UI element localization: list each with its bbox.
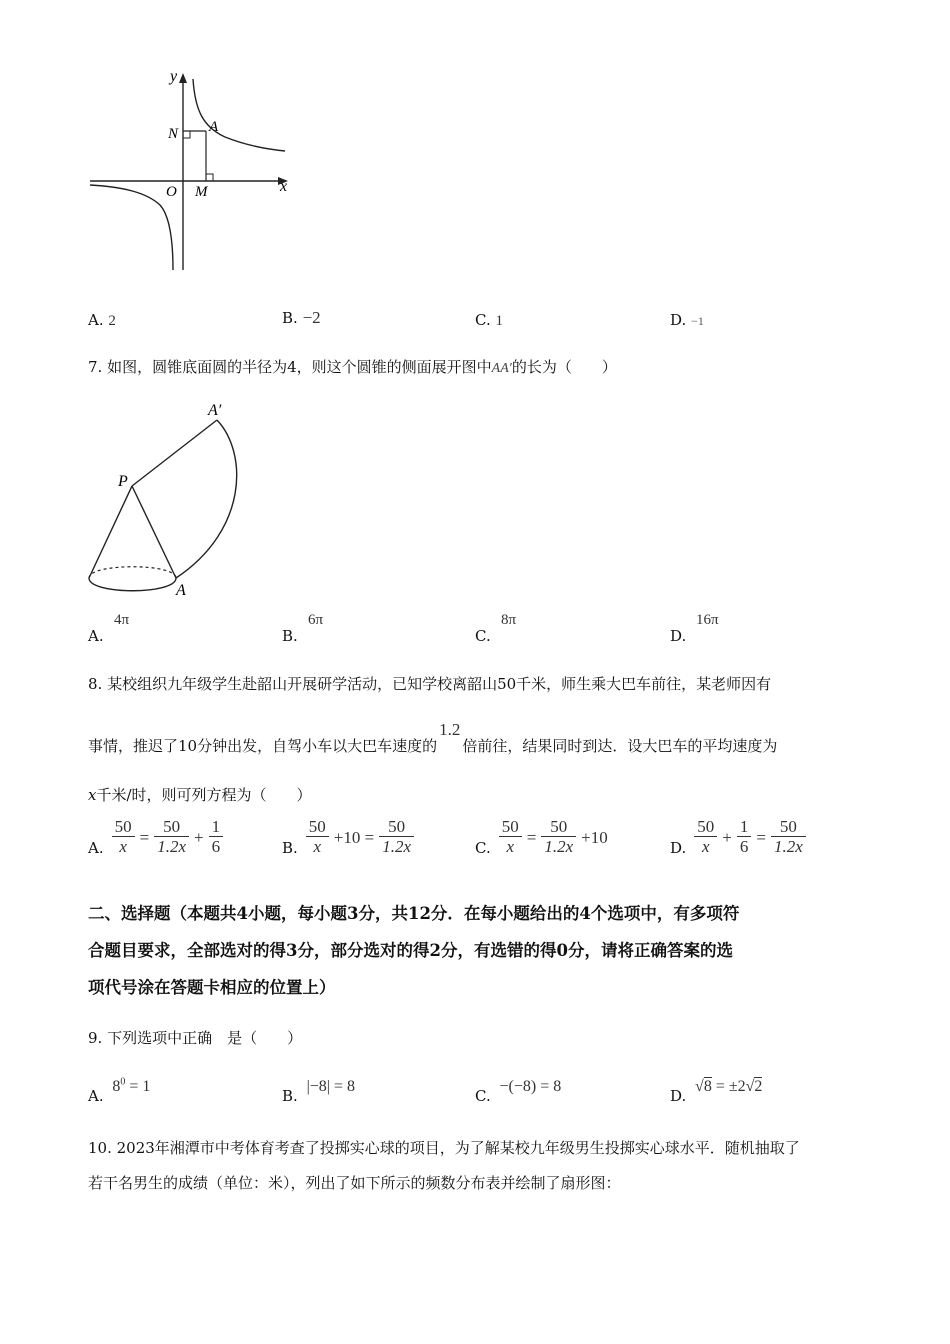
q7-option-c: C. 8π — [475, 612, 517, 645]
q9-option-b: B. |−8| = 8 — [282, 1078, 356, 1105]
section-2-heading-line-3: 项代号涂在答题卡相应的位置上） — [88, 978, 336, 997]
q8-line-2: 事情，推迟了10分钟出发，自驾小车以大巴车速度的1.2倍前往，结果同时到达．设大巴车的平均速度为 — [88, 720, 778, 755]
q6-option-a: A. 2 — [88, 311, 116, 329]
q9-option-d: D. √8 = ±2√2 — [670, 1078, 763, 1105]
q8-option-d: D. $\frac{50}{x}$ + $\frac{1}{6}$ = $\frac{50}{1.2x}$ — [670, 818, 808, 857]
hyperbola-figure — [85, 65, 300, 280]
q9-option-c: C. −(−8) = 8 — [475, 1078, 562, 1105]
x-axis-label: x — [280, 178, 288, 195]
q6-option-d: D. −1 — [670, 311, 704, 329]
q7-option-d: D. 16π — [670, 612, 719, 645]
q10-line-1: 10. 2023年湘潭市中考体育考查了投掷实心球的项目，为了解某校九年级男生投掷实心球水平．随机抽取了 — [88, 1139, 800, 1157]
point-n-label: N — [168, 126, 179, 142]
section-2-heading-line-2: 合题目要求，全部选对的得3分，部分选对的得2分，有选错的得0分，请将正确答案的选 — [88, 941, 733, 960]
q8-line-1: 8. 某校组织九年级学生赴韶山开展研学活动，已知学校离韶山50千米，师生乘大巴车前往，某老师因有 — [88, 675, 772, 693]
q6-option-c: C. 1 — [475, 311, 503, 329]
q8-line-3: x千米/时，则可列方程为（ ） — [88, 786, 312, 804]
origin-label: O — [166, 184, 177, 200]
point-a-label: A — [209, 119, 219, 135]
q7-option-a: A. 4π — [88, 612, 130, 645]
y-axis-label: y — [170, 68, 178, 85]
q7-question: 7. 如图，圆锥底面圆的半径为4，则这个圆锥的侧面展开图中AA′的长为（ ） — [88, 358, 617, 376]
point-a-label-cone: A — [176, 582, 186, 599]
q7-option-b: B. 6π — [282, 612, 324, 645]
point-a-prime-label: A′ — [208, 402, 222, 419]
point-m-label: M — [195, 184, 208, 200]
point-p-label: P — [118, 473, 128, 490]
q8-option-b: B. $\frac{50}{x}$ +10 = $\frac{50}{1.2x}$ — [282, 818, 416, 857]
q6-option-b: B. −2 — [282, 308, 321, 327]
q9-question: 9. 下列选项中正确 是（ ） — [88, 1029, 303, 1047]
q9-option-a: A. $8^0 = 1$ — [88, 1077, 151, 1106]
section-2-heading-line-1: 二、选择题（本题共4小题，每小题3分，共12分．在每小题给出的4个选项中，有多项符 — [88, 904, 740, 923]
q8-option-a: A. $\frac{50}{x}$ = $\frac{50}{1.2x}$ + $\frac{1}{6}$ — [88, 818, 225, 857]
q8-option-c: C. $\frac{50}{x}$ = $\frac{50}{1.2x}$ +10 — [475, 817, 608, 857]
q10-line-2: 若干名男生的成绩（单位：米），列出了如下所示的频数分布表并绘制了扇形图： — [88, 1174, 621, 1192]
cone-figure — [80, 395, 260, 605]
